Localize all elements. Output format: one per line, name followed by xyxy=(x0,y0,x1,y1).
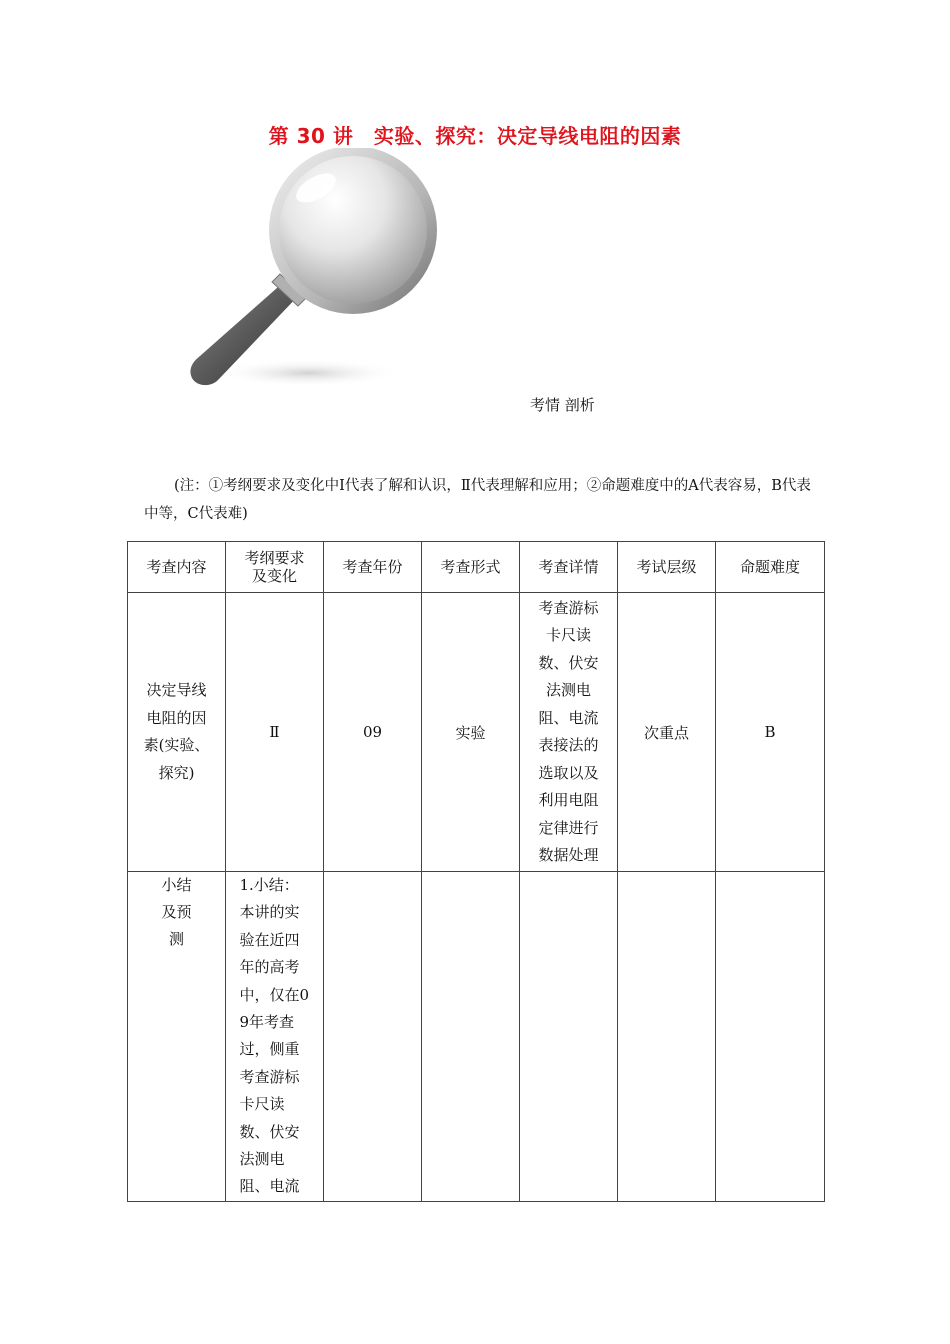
requirement-cell: Ⅱ xyxy=(226,593,324,872)
empty-cell xyxy=(324,872,422,1202)
detail-text: 考查游标卡尺读数、伏安法测电阻、电流表接法的选取以及利用电阻定律进行数据处理 xyxy=(538,598,599,864)
exam-analysis-table xyxy=(127,541,825,1202)
content-cell xyxy=(128,593,226,872)
page-title: 第 30 讲 实验、探究：决定导线电阻的因素 xyxy=(268,124,682,148)
table-row xyxy=(128,593,825,872)
empty-cell xyxy=(716,872,825,1202)
empty-cell xyxy=(618,872,716,1202)
header-cell: 考查内容 xyxy=(128,542,226,593)
content-text: 决定导线电阻的因素(实验、探究) xyxy=(143,681,210,782)
year-cell: 09 xyxy=(324,593,422,872)
section-subtitle: 考情 剖析 xyxy=(530,396,595,414)
difficulty-cell: B xyxy=(716,593,825,872)
header-cell xyxy=(226,542,324,593)
level-cell: 次重点 xyxy=(618,593,716,872)
header-cell: 命题难度 xyxy=(716,542,825,593)
summary-cell xyxy=(226,872,324,1202)
magnifying-glass-icon xyxy=(188,148,448,396)
table-header-row xyxy=(128,542,825,593)
form-cell: 实验 xyxy=(422,593,520,872)
empty-cell xyxy=(422,872,520,1202)
header-cell: 考查详情 xyxy=(520,542,618,593)
header-cell: 考试层级 xyxy=(618,542,716,593)
summary-text: 1.小结：本讲的实验在近四年的高考中，仅在09年考查过，侧重考查游标卡尺读数、伏安法测电阻、电流 xyxy=(239,876,310,1196)
note-paragraph: (注：①考纲要求及变化中Ⅰ代表了解和认识，Ⅱ代表理解和应用；②命题难度中的A代表容易，B代表中等，C代表难) xyxy=(144,478,811,522)
header-cell: 考查形式 xyxy=(422,542,520,593)
detail-cell xyxy=(520,593,618,872)
header-cell: 考查年份 xyxy=(324,542,422,593)
header-cell-text: 考纲要求及变化 xyxy=(244,549,305,585)
table-row xyxy=(128,872,825,1202)
empty-cell xyxy=(520,872,618,1202)
summary-label-text: 小结及预测 xyxy=(161,876,192,948)
summary-label-cell xyxy=(128,872,226,1202)
